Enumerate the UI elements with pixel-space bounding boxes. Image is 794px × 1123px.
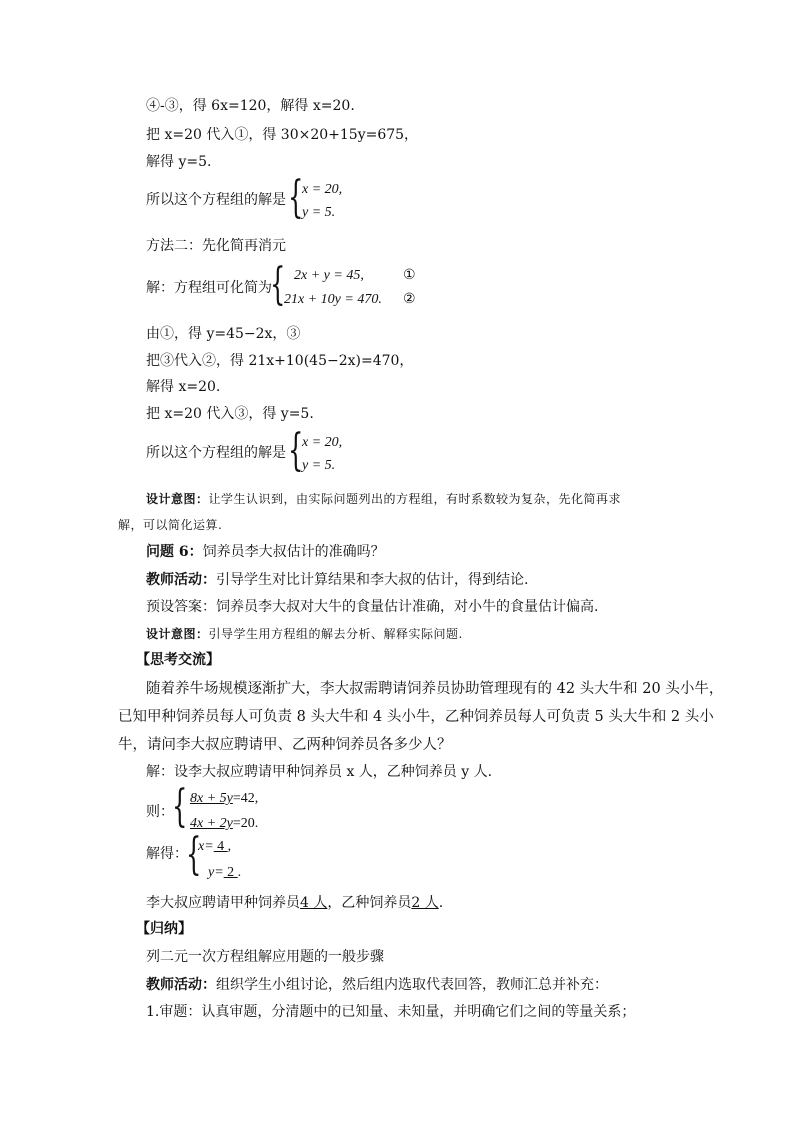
equation [190,790,258,808]
left-brace: { [288,425,304,476]
question-6 [146,543,385,561]
teacher-activity-text: 引导学生对比计算结果和李大叔的估计，得到结论. [216,572,529,588]
design-intent-text: 让学生认识到，由实际问题列出的方程组，有时系数较为复杂，先化简再求 [208,492,622,506]
equation: x = 20, [302,435,343,450]
solution-setup: 解：设李大叔应聘请甲种饲养员 x 人，乙种饲养员 y 人. [146,764,493,780]
answer-line [146,894,443,912]
design-intent-continued: 解，可以简化运算. [118,518,223,532]
blank-answer: 8x + 5y [190,791,233,806]
punctuation: , [227,839,232,854]
design-intent-title: 设计意图： [146,492,209,506]
equation: 21x + 10y = 470. [284,292,382,307]
method-heading: 方法二：先化简再消元 [146,238,286,254]
equation: y = 5. [302,205,336,220]
teacher-activity-text: 组织学生小组讨论，然后组内选取代表回答，教师汇总并补充： [216,977,608,993]
section-heading-think: 【思考交流】 [136,652,220,668]
left-brace: { [288,172,304,223]
teacher-activity-title: 教师活动： [146,977,216,993]
equation-rhs: =20. [232,816,259,831]
text-line: 把 x=20 代入③，得 y=5. [146,406,314,422]
blank-answer: 4x + 2y [190,816,233,831]
paragraph-line: 牛，请问李大叔应聘请甲、乙两种饲养员各多少人？ [118,737,452,753]
text-line: 解得 y=5. [146,154,212,170]
equation-rhs: =42, [232,791,259,806]
section-heading-summary: 【归纳】 [136,921,192,937]
question-title: 问题 6： [146,544,203,560]
solve-label: 解得： [146,846,188,862]
teacher-activity [146,976,608,994]
answer-text: ，乙种饲养员 [327,895,412,911]
text-line: 把 x=20 代入①，得 30×20+15y=675， [146,127,419,143]
text-line: ④-③，得 6x=120，解得 x=20. [146,98,355,114]
design-intent-title: 设计意图： [146,627,209,641]
teacher-activity [146,571,528,589]
blank-answer: 2 [223,865,238,880]
preset-answer-text: 饲养员李大叔对大牛的食量估计准确，对小牛的食量估计偏高. [216,599,599,615]
text-line: 解：方程组可化简为 [146,280,272,296]
left-brace: { [172,781,188,832]
design-intent [146,490,621,508]
answer-text: 李大叔应聘请甲种饲养员 [146,895,300,911]
solution-label: 所以这个方程组的解是 [146,192,286,208]
blank-answer: 4 人 [300,895,328,911]
equation-marker: ② [403,292,416,307]
left-brace: { [270,259,286,310]
equation: y = 5. [302,458,336,473]
preset-answer-label: 预设答案： [146,599,216,615]
equation: x = 20, [302,182,343,197]
text-line: 解得 x=20. [146,379,221,395]
blank-answer: 2 人 [411,895,439,911]
variable: x= [198,839,214,854]
preset-answer [146,598,598,616]
variable: y= [208,865,224,880]
design-intent [146,625,463,643]
paragraph-line: 随着养牛场规模逐渐扩大，李大叔需聘请饲养员协助管理现有的 42 头大牛和 20 头小牛， [146,681,724,697]
question-text: 饲养员李大叔估计的准确吗？ [202,544,385,560]
text-line: 列二元一次方程组解应用题的一般步骤 [146,949,384,965]
equation [198,838,231,856]
blank-answer: 4 [213,839,228,854]
equation: 2x + y = 45, [294,268,364,283]
punctuation: . [438,895,444,911]
left-brace: { [186,829,202,880]
punctuation: . [237,865,242,880]
text-line: 由①，得 y=45−2x，③ [146,326,301,342]
solution-label: 所以这个方程组的解是 [146,445,286,461]
text-line: 把③代入②，得 21x+10(45−2x)=470， [146,353,414,369]
teacher-activity-title: 教师活动： [146,572,216,588]
then-label: 则： [146,804,174,820]
paragraph-line: 已知甲种饲养员每人可负责 8 头大牛和 4 头小牛，乙种饲养员每人可负责 5 头大牛和 2 头小 [118,709,714,725]
equation-marker: ① [403,268,416,283]
step-item: 1.审题：认真审题，分清题中的已知量、未知量，并明确它们之间的等量关系； [146,1004,636,1020]
design-intent-text: 引导学生用方程组的解去分析、解释实际问题. [208,627,463,641]
equation [208,864,241,882]
